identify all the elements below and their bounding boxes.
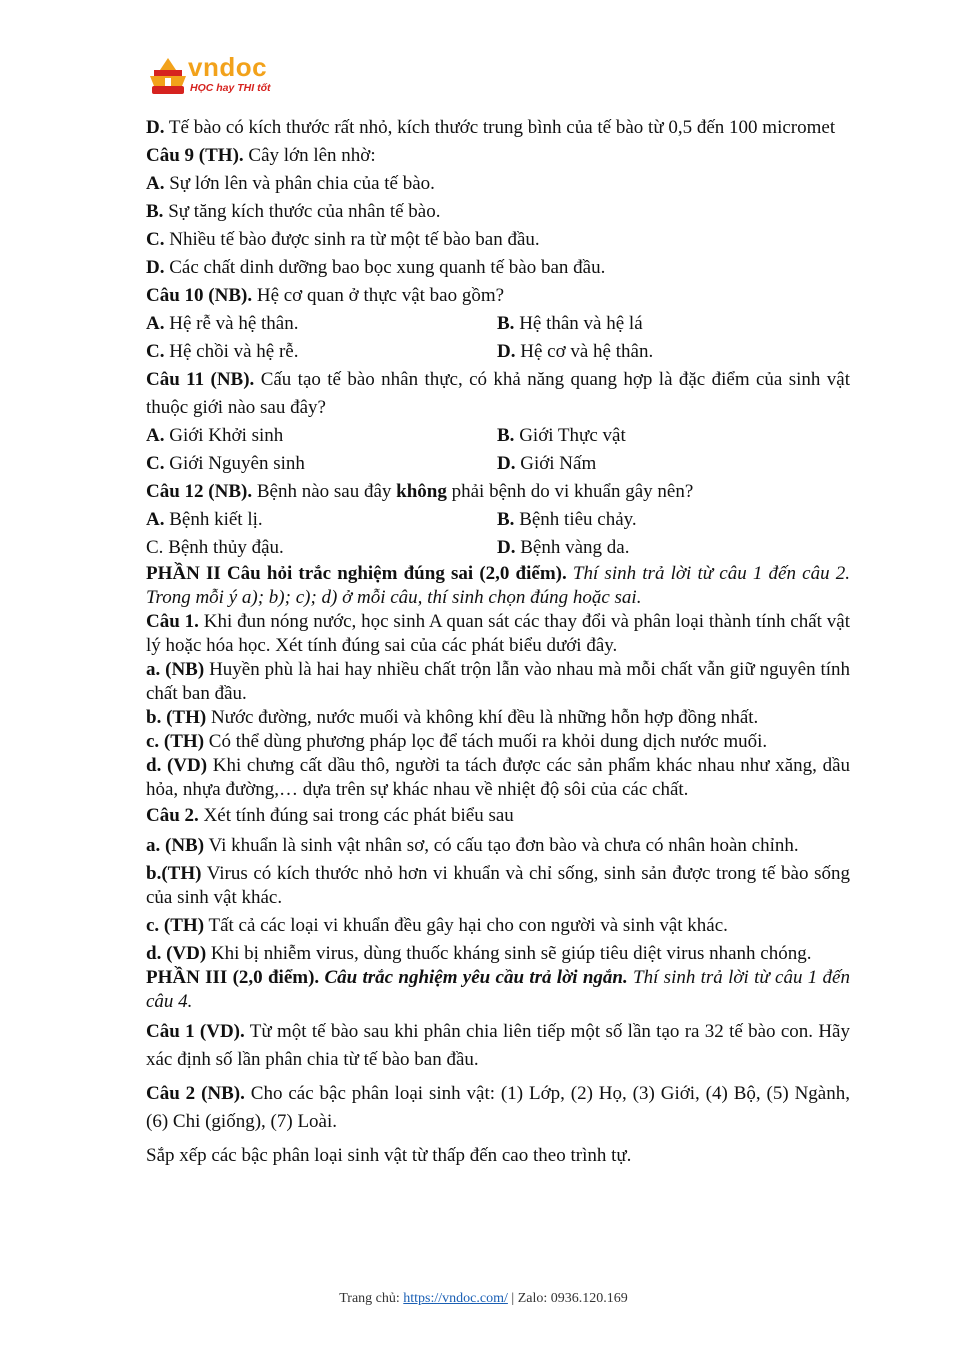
q10-option-d: D. Hệ cơ và hệ thân. (497, 341, 654, 362)
q11-stem: Câu 11 (NB). Cấu tạo tế bào nhân thực, có khả năng quang hợp là đặc điểm của sinh vật thuộc giới nào sau đây? (146, 369, 850, 418)
page-footer (0, 1291, 967, 1307)
q10-option-a: A. Hệ rễ và hệ thân. (146, 313, 299, 334)
q12-option-c: C. Bệnh thủy đậu. (146, 537, 284, 558)
p2q1-stem: Câu 1. Khi đun nóng nước, học sinh A quan sát các thay đổi và phân loại thành tính chất vật lý hoặc hóa học. Xét tính đúng sai của các phát biểu dưới đây. (146, 611, 850, 656)
q12-stem: Câu 12 (NB). Bệnh nào sau đây không phải bệnh do vi khuẩn gây nên? (146, 481, 694, 502)
temple-icon (146, 56, 190, 98)
p2q2-item-a: a. (NB) Vi khuẩn là sinh vật nhân sơ, có cấu tạo đơn bào và chưa có nhân hoàn chỉnh. (146, 835, 799, 856)
q9-option-a: A. Sự lớn lên và phân chia của tế bào. (146, 173, 435, 194)
p2q1-item-b: b. (TH) Nước đường, nước muối và không khí đều là những hỗn hợp đồng nhất. (146, 707, 759, 728)
p2q1-item-c: c. (TH) Có thể dùng phương pháp lọc để tách muối ra khỏi dung dịch nước muối. (146, 731, 768, 752)
q11-option-c: C. Giới Nguyên sinh (146, 453, 305, 474)
vndoc-logo (146, 52, 286, 102)
footer-home-link[interactable]: https://vndoc.com/ (403, 1291, 508, 1306)
p2q2-item-c: c. (TH) Tất cả các loại vi khuẩn đều gây hại cho con người và sinh vật khác. (146, 915, 728, 936)
q10-stem: Câu 10 (NB). Hệ cơ quan ở thực vật bao gồm? (146, 285, 505, 306)
q9-option-d: D. Các chất dinh dưỡng bao bọc xung quanh tế bào ban đầu. (146, 257, 606, 278)
p3q1: Câu 1 (VD). Từ một tế bào sau khi phân chia liên tiếp một số lần tạo ra 32 tế bào con. Hãy xác định số lần phân chia từ tế bào ban đầu. (146, 1021, 850, 1070)
q10-option-c: C. Hệ chồi và hệ rễ. (146, 341, 299, 362)
q12-option-b: B. Bệnh tiêu chảy. (497, 509, 637, 530)
p2q2-stem: Câu 2. Xét tính đúng sai trong các phát biểu sau (146, 805, 514, 826)
q12-option-a: A. Bệnh kiết lị. (146, 509, 263, 530)
footer-prefix: Trang chủ: (339, 1291, 400, 1306)
q11-option-b: B. Giới Thực vật (497, 425, 626, 446)
document-body (146, 114, 850, 1170)
p2q1-item-a: a. (NB) Huyền phù là hai hay nhiều chất trộn lẫn vào nhau mà mỗi chất vẫn giữ nguyên tính chất ban đầu. (146, 659, 851, 704)
p2q2-item-d: d. (VD) Khi bị nhiễm virus, dùng thuốc kháng sinh sẽ giúp tiêu diệt virus nhanh chóng. (146, 943, 812, 964)
q12-options-row-2 (146, 534, 850, 562)
q12-option-d: D. Bệnh vàng da. (497, 537, 630, 558)
q11-options-row-2 (146, 450, 850, 478)
p3q2: Câu 2 (NB). Cho các bậc phân loại sinh vật: (1) Lớp, (2) Họ, (3) Giới, (4) Bộ, (5) Ngành, (6) Chi (giống), (7) Loài. (146, 1083, 850, 1132)
p3q2-task: Sắp xếp các bậc phân loại sinh vật từ thấp đến cao theo trình tự. (146, 1145, 632, 1166)
q9-option-c: C. Nhiều tế bào được sinh ra từ một tế bào ban đầu. (146, 229, 540, 250)
q12-options-row-1 (146, 506, 850, 534)
q11-option-d: D. Giới Nấm (497, 453, 597, 474)
part2-heading: PHẦN II Câu hỏi trắc nghiệm đúng sai (2,0 điểm). Thí sinh trả lời từ câu 1 đến câu 2. Trong mỗi ý a); b); c); d) ở mỗi câu, thí sinh chọn đúng hoặc sai. (146, 563, 850, 608)
q10-option-b: B. Hệ thân và hệ lá (497, 313, 643, 334)
p2q1-item-d: d. (VD) Khi chưng cất dầu thô, người ta tách được các sản phẩm khác nhau như xăng, dầu hỏa, nhựa đường,… dựa trên sự khác nhau về nhiệt độ sôi của các chất. (146, 755, 850, 800)
q8-option-d: D. Tế bào có kích thước rất nhỏ, kích thước trung bình của tế bào từ 0,5 đến 100 micromet (146, 117, 836, 138)
q9-stem: Câu 9 (TH). Cây lớn lên nhờ: (146, 145, 376, 166)
footer-contact: | Zalo: 0936.120.169 (511, 1291, 628, 1306)
q11-option-a: A. Giới Khởi sinh (146, 425, 284, 446)
p2q2-item-b: b.(TH) Virus có kích thước nhỏ hơn vi khuẩn và chỉ sống, sinh sản được trong tế bào sống của sinh vật khác. (146, 863, 850, 908)
q9-option-b: B. Sự tăng kích thước của nhân tế bào. (146, 201, 441, 222)
q11-options-row-1 (146, 422, 850, 450)
logo-brand: vndoc (188, 52, 268, 82)
logo-slogan: HỌC hay THI tốt (190, 82, 271, 94)
part3-heading: PHẦN III (2,0 điểm). Câu trắc nghiệm yêu cầu trả lời ngắn. Thí sinh trả lời từ câu 1 đến câu 4. (146, 967, 850, 1012)
q10-options-row-1 (146, 310, 850, 338)
q10-options-row-2 (146, 338, 850, 366)
